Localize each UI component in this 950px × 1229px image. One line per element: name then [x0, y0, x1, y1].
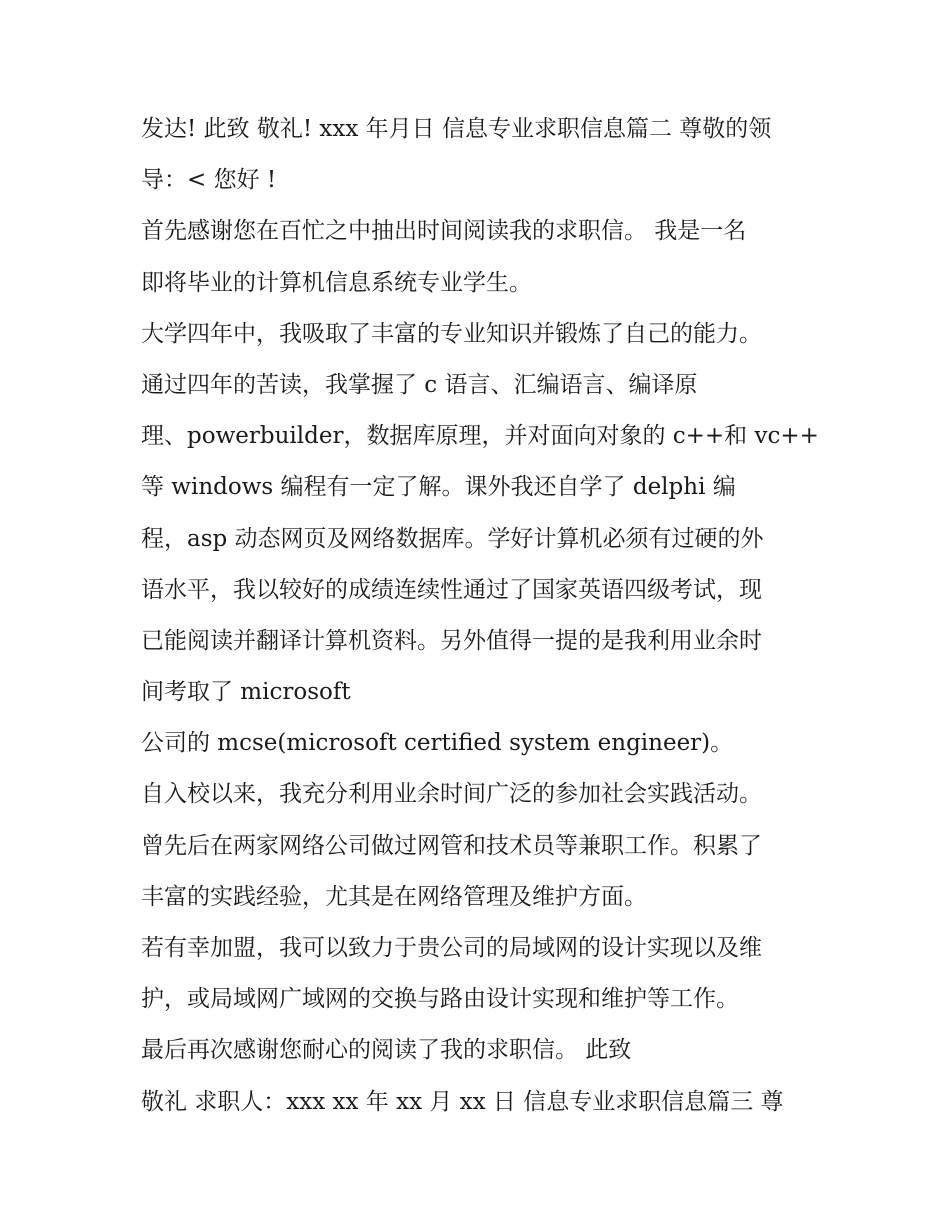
- text-line: 导：< 您好 !: [141, 167, 277, 194]
- text-line: 首先感谢您在百忙之中抽出时间阅读我的求职信。 我是一名: [141, 218, 747, 245]
- text-line: 即将毕业的计算机信息系统专业学生。: [141, 269, 532, 296]
- text-line: 语水平，我以较好的成绩连续性通过了国家英语四级考试，现: [141, 576, 762, 603]
- text-line: 曾先后在两家网络公司做过网管和技术员等兼职工作。积累了: [141, 832, 762, 859]
- text-line: 若有幸加盟，我可以致力于贵公司的局域网的设计实现以及维: [141, 935, 762, 961]
- text-line: 等 windows 编程有一定了解。课外我还自学了 delphi 编: [141, 474, 736, 501]
- text-line: 自入校以来，我充分利用业余时间广泛的参加社会实践活动。: [141, 781, 762, 808]
- text-line: 通过四年的苦读，我掌握了 c 语言、汇编语言、编译原: [141, 371, 698, 398]
- text-line: 发达! 此致 敬礼! xxx 年月日 信息专业求职信息篇二 尊敬的领: [141, 116, 772, 142]
- text-line: 理、powerbuilder，数据库原理，并对面向对象的 c++和 vc++: [141, 423, 819, 450]
- text-line: 最后再次感谢您耐心的阅读了我的求职信。 此致: [141, 1037, 632, 1064]
- text-line: 大学四年中，我吸取了丰富的专业知识并锻炼了自己的能力。: [141, 320, 762, 347]
- text-line: 丰富的实践经验，尤其是在网络管理及维护方面。: [141, 883, 647, 910]
- text-line: 间考取了 microsoft: [141, 679, 351, 706]
- letter-body: [141, 104, 821, 1128]
- text-line: 公司的 mcse(microsoft certified system engineer)。: [141, 730, 734, 757]
- text-line: 已能阅读并翻译计算机资料。另外值得一提的是我利用业余时: [141, 627, 762, 654]
- text-line: 护，或局域网广域网的交换与路由设计实现和维护等工作。: [141, 986, 739, 1013]
- text-line: 敬礼 求职人：xxx xx 年 xx 月 xx 日 信息专业求职信息篇三 尊: [141, 1088, 784, 1115]
- text-line: 程，asp 动态网页及网络数据库。学好计算机必须有过硬的外: [141, 525, 764, 552]
